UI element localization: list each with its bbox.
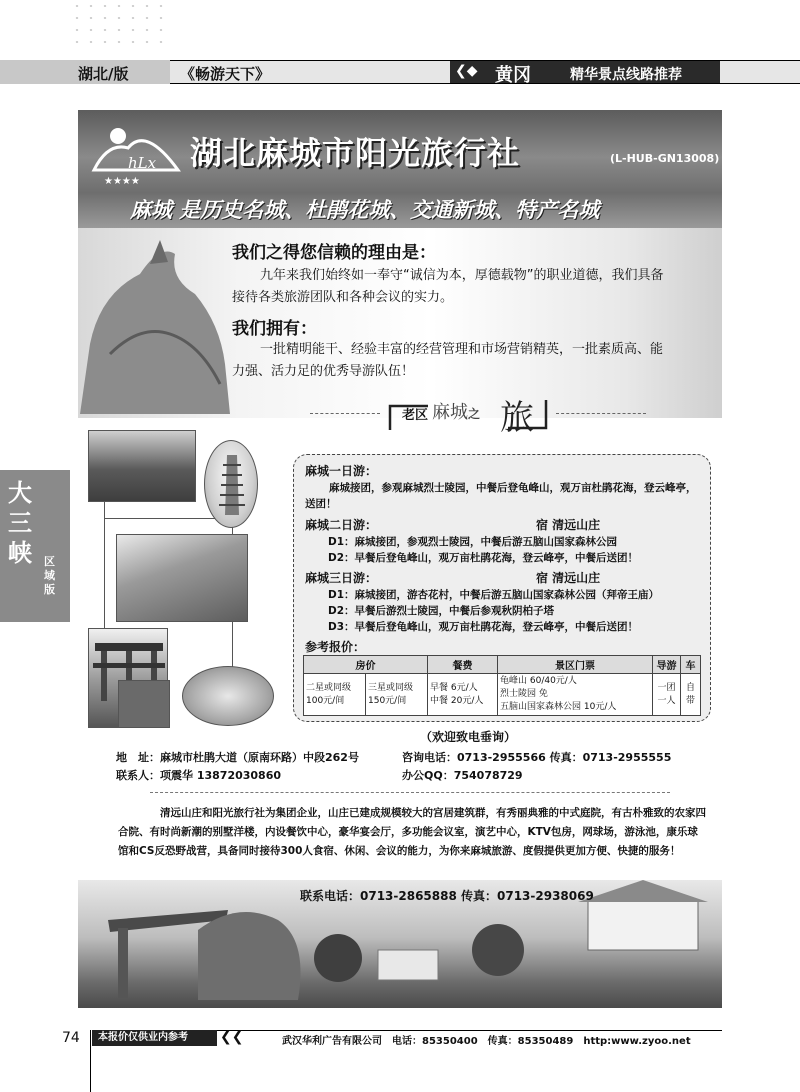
car-info: 自带 xyxy=(681,674,701,716)
ticket-wunao: 五脑山国家森林公园 10元/人 xyxy=(500,702,617,712)
price-heading: 参考报价： xyxy=(305,640,366,654)
divider-left xyxy=(310,413,380,414)
day2-d1: D1：麻城接团，参观烈士陵园，中餐后游五脑山国家森林公园 xyxy=(328,536,618,548)
double-chevron-left-icon: ❮◆ xyxy=(455,63,478,79)
page-number: 74 xyxy=(62,1030,80,1046)
trust-paragraph: 九年来我们始终如一奉守“诚信为本，厚德载物”的职业道德，我们具备接待各类旅游团队和各种会议的实力。 xyxy=(232,268,664,305)
divider-right xyxy=(556,413,646,414)
magazine-title: 《畅游天下》 xyxy=(180,65,271,83)
section-divider xyxy=(150,792,670,793)
city-name: 黄冈 xyxy=(495,65,531,86)
footer-vertical-line xyxy=(90,1030,91,1092)
header-slogan: 精华景点线路推荐 xyxy=(570,67,682,83)
heading-particle: 之 xyxy=(468,407,481,421)
heading-small-text: 老区 xyxy=(402,408,429,423)
col-guide: 导游 xyxy=(653,656,681,674)
rock-peak-image xyxy=(80,234,230,414)
banner-slogan: 麻城 是历史名城、杜鹃花城、交通新城、特产名城 xyxy=(130,197,600,222)
guide-info: 一团一人 xyxy=(653,674,681,716)
day3-d1: D1：麻城接团，游杏花村，中餐后游五脑山国家森林公园（拜帝王庙） xyxy=(328,589,660,601)
logo-text: hLx xyxy=(128,154,157,172)
col-room: 房价 xyxy=(304,656,428,674)
side-tab-title: 大三峡 xyxy=(8,478,32,567)
company-name: 湖北麻城市阳光旅行社 xyxy=(190,134,521,172)
assets-paragraph: 一批精明能干、经验丰富的经营管理和市场营销精英，一批素质高、能力强、活力足的优秀导游队伍！ xyxy=(232,342,664,379)
day3-title: 麻城三日游： xyxy=(305,571,378,585)
footer-agency: 武汉华利广告有限公司 电话：85350400 传真：85350489 http:www.zyoo.net xyxy=(282,1036,691,1047)
photo-group-tour xyxy=(182,666,274,726)
day3-d2: D2：早餐后游烈士陵园，中餐后参观秋阴柏子塔 xyxy=(328,605,555,617)
col-car: 车 xyxy=(681,656,701,674)
region-label: 湖北/版 xyxy=(78,65,129,83)
assets-heading: 我们拥有： xyxy=(232,319,317,339)
pagoda-icon xyxy=(205,441,259,529)
license-number: (L-HUB-GN13008) xyxy=(610,152,720,165)
photo-azalea-hill xyxy=(116,534,248,622)
footer-disclaimer: 本报价仅供业内参考 xyxy=(92,1030,217,1046)
day1-title: 麻城一日游： xyxy=(305,464,378,478)
day2-d2: D2：早餐后登龟峰山，观万亩杜鹃花海，登云峰亭，中餐后送团！ xyxy=(328,552,639,564)
heading-city: 麻城 xyxy=(432,402,468,423)
resort-description: 清远山庄和阳光旅行社为集团企业，山庄已建成规模较大的宫居建筑群，有秀丽典雅的中式庭院，有古朴雅致的农家四合院、有时尚新潮的别墅洋楼，内设餐饮中心，豪华宴会厅，多功能会议室，演艺中心，KTV包房，网球场，游泳池，康乐球馆和CS反恐野战营，具备同时接待300人食宿、休闲、会议的能力，为你来麻城旅游、度假提供更加方便、快捷的服务！ xyxy=(118,807,706,857)
room-price-2: 三星或同级 150元/间 xyxy=(366,674,428,716)
day1-text: 麻城接团，参观麻城烈士陵园，中餐后登龟峰山，观万亩杜鹃花海，登云峰亭，送团！ xyxy=(305,482,697,510)
meal-price xyxy=(428,674,498,716)
office-qq: 办公QQ：754078729 xyxy=(402,769,523,782)
photo-forest-pavilion xyxy=(88,430,196,502)
day2-stay: 宿 清远山庄 xyxy=(536,518,601,532)
logo-stars: ★★★★ xyxy=(104,176,140,187)
day3-d3: D3：早餐后登龟峰山，观万亩杜鹃花海，登云峰亭，中餐后送团！ xyxy=(328,621,639,633)
ticket-price xyxy=(498,674,653,716)
col-ticket: 景区门票 xyxy=(498,656,653,674)
photo-pagoda xyxy=(204,440,258,528)
price-table xyxy=(303,655,701,716)
address: 地 址：麻城市杜鹃大道（原南环路）中段262号 xyxy=(116,751,359,764)
table-row xyxy=(304,674,701,716)
meal-lunch: 中餐 20元/人 xyxy=(430,695,484,706)
contact-person: 联系人：项震华 13872030860 xyxy=(116,769,282,782)
phone-fax: 咨询电话：0713-2955566 传真：0713-2955555 xyxy=(402,751,672,764)
ticket-cemetery: 烈士陵园 免 xyxy=(500,689,548,699)
col-meal: 餐费 xyxy=(428,656,498,674)
room-price-1: 二星或同级 100元/间 xyxy=(304,674,366,716)
meal-breakfast: 早餐 6元/人 xyxy=(430,682,478,693)
chevron-left-icon: ❮❮ xyxy=(220,1029,244,1045)
day3-stay: 宿 清远山庄 xyxy=(536,571,601,585)
heading-big-text: 旅 xyxy=(500,398,534,438)
decorative-dot-grid xyxy=(70,0,170,48)
day2-title: 麻城二日游： xyxy=(305,518,378,532)
trust-heading: 我们之得您信赖的理由是： xyxy=(232,243,436,263)
welcome-text: （欢迎致电垂询） xyxy=(420,730,517,744)
company-logo xyxy=(88,118,184,188)
price-table-header xyxy=(304,656,701,674)
ticket-guifeng: 龟峰山 60/40元/人 xyxy=(500,676,577,686)
bottom-contact: 联系电话：0713-2865888 传真：0713-2938069 xyxy=(300,889,594,903)
side-tab-subtitle: 区域版 xyxy=(44,555,55,596)
photo-stele xyxy=(118,680,170,728)
heading-mid-text xyxy=(432,398,480,424)
